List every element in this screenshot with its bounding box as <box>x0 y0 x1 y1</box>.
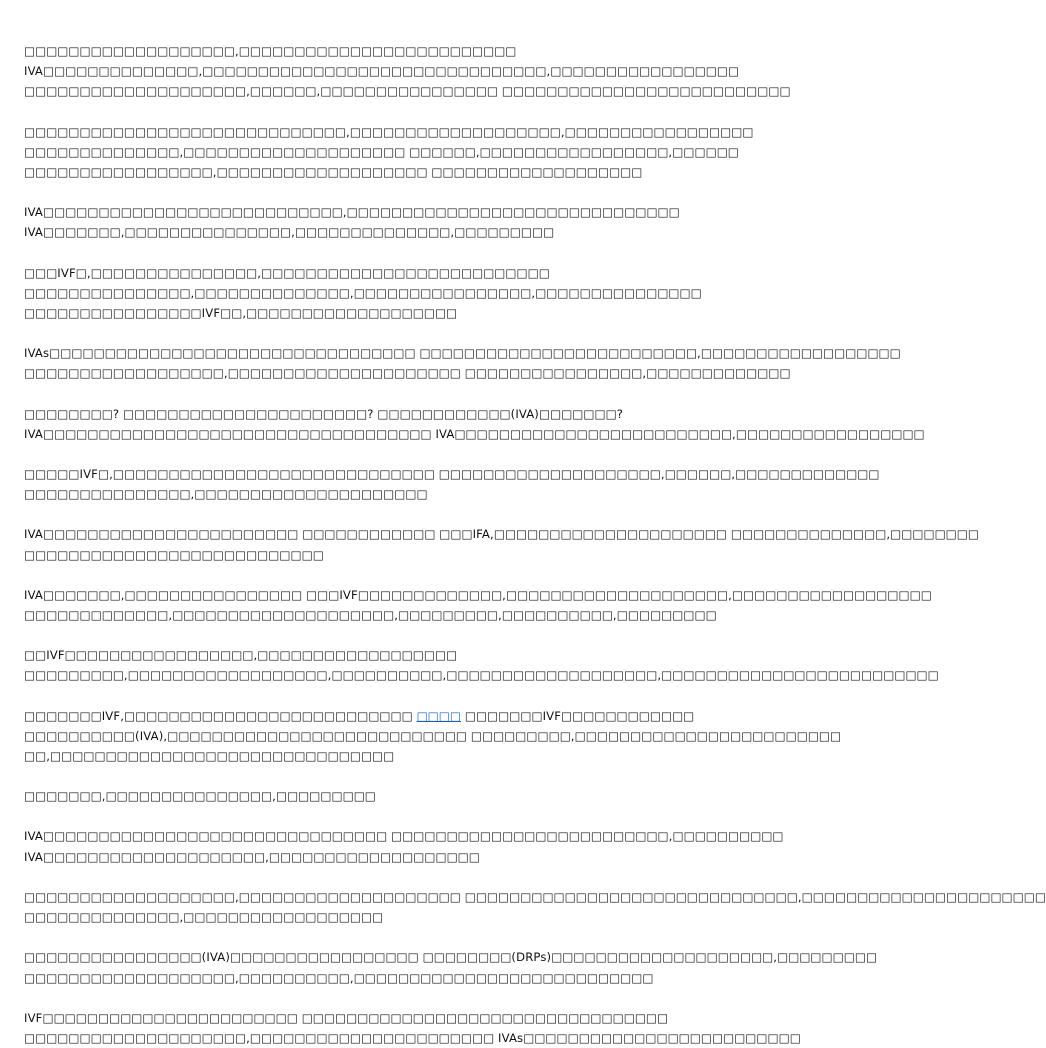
text-line: □□□□□□□□□□□□□□□□□□□□□□□□□□□ <box>24 547 324 562</box>
text-line: □□□□□□□□? □□□□□□□□□□□□□□□□□□□□□□? □□□□□□□□□□□□(IVA)□□□□□□□? <box>24 406 624 421</box>
text-line: IVA□□□□□□□,□□□□□□□□□□□□□□□,□□□□□□□□□□□□□□,□□□□□□□□□ <box>24 225 555 240</box>
text-line <box>24 706 696 726</box>
paragraph-14 <box>24 887 1046 927</box>
paragraph-with-link <box>24 706 842 767</box>
text-line: □□,□□□□□□□□□□□□□□□□□□□□□□□□□□□□□□□ <box>24 749 395 764</box>
text-line: □□□□□□□□□,□□□□□□□□□□□□□□□□□□,□□□□□□□□□□,□□□□□□□□□□□□□□□□□□□,□□□□□□□□□□□□□□□□□□□□□□□□□ <box>24 668 939 683</box>
text-line: □□□□□□□□□□□□□□□□□□□□,□□□□□□□□□□□□□□□□□□□□□□ IVAs□□□□□□□□□□□□□□□□□□□□□□□□□ <box>24 1030 801 1045</box>
paragraph-1 <box>24 41 791 102</box>
text-line: □□□□□□□□□□□□□□□□□,□□□□□□□□□□□□□□□□□□□ □□□□□□□□□□□□□□□□□□□ <box>24 165 643 180</box>
text-line: □□□□□□□□□□□□□,□□□□□□□□□□□□□□□□□□□□,□□□□□□□□□,□□□□□□□□□□,□□□□□□□□□ <box>24 608 717 623</box>
inline-link[interactable]: □□□□ <box>416 708 461 723</box>
paragraph-2 <box>24 122 754 183</box>
text-segment: □□□□□□□IVF,□□□□□□□□□□□□□□□□□□□□□□□□□□ <box>24 708 417 723</box>
paragraph-15 <box>24 947 878 987</box>
text-line: □□□□□□□□□□□□□□□□□□□,□□□□□□□□□□,□□□□□□□□□□□□□□□□□□□□□□□□□□□ <box>24 970 654 985</box>
text-line: IVA□□□□□□□□□□□□□□□□□□□□□□□□□□□□□□□□□□□ IVA□□□□□□□□□□□□□□□□□□□□□□□□□,□□□□□□□□□□□□□□□□□ <box>24 426 925 441</box>
text-line: IVA□□□□□□□□□□□□□□□□□□□□□□□ □□□□□□□□□□□□ □□□IFA,□□□□□□□□□□□□□□□□□□□□□ □□□□□□□□□□□□□□,□□□□□□□□ <box>24 527 979 542</box>
paragraph-9 <box>24 585 932 625</box>
text-line: □□□□□□□□□□□□□□□□(IVA)□□□□□□□□□□□□□□□□□ □□□□□□□□(DRPs)□□□□□□□□□□□□□□□□□□□□,□□□□□□□□□ <box>24 950 878 965</box>
paragraph-3 <box>24 202 696 242</box>
text-line: □□□□□□□□□□□□□□□,□□□□□□□□□□□□□□,□□□□□□□□□□□□□□□□,□□□□□□□□□□□□□□□ <box>24 285 702 300</box>
text-line: □□□□□□□□□□(IVA),□□□□□□□□□□□□□□□□□□□□□□□□□□□ □□□□□□□□□,□□□□□□□□□□□□□□□□□□□□□□□□ <box>24 728 842 743</box>
paragraph-7 <box>24 464 880 504</box>
text-segment: □□□□□□□IVF□□□□□□□□□□□□ <box>461 708 695 723</box>
paragraph-10 <box>24 645 939 685</box>
text-line: □□□□□IVF□,□□□□□□□□□□□□□□□□□□□□□□□□□□□□□ □□□□□□□□□□□□□□□□□□□□,□□□□□□,□□□□□□□□□□□□□ <box>24 467 880 482</box>
text-line: IVAs□□□□□□□□□□□□□□□□□□□□□□□□□□□□□□□□□ □□□□□□□□□□□□□□□□□□□□□□□□□,□□□□□□□□□□□□□□□□□□ <box>24 346 901 361</box>
paragraph-5 <box>24 343 901 383</box>
text-line: IVA□□□□□□□,□□□□□□□□□□□□□□□□ □□□IVF□□□□□□□□□□□□□,□□□□□□□□□□□□□□□□□□□□,□□□□□□□□□□□□□□□□□□ <box>24 587 932 602</box>
text-line: □□□□□□□□□□□□□□□□□□□,□□□□□□□□□□□□□□□□□□□□□□□□□ <box>24 44 517 58</box>
text-line: □□□□□□□□□□□□□□□,□□□□□□□□□□□□□□□□□□□□□ <box>24 487 428 502</box>
text-line: □□□□□□□□□□□□□□,□□□□□□□□□□□□□□□□□□ <box>24 910 384 925</box>
text-line: IVA□□□□□□□□□□□□□□□□□□□□□□□□□□□,□□□□□□□□□□□□□□□□□□□□□□□□□□□□□□ <box>24 205 680 220</box>
paragraph-6 <box>24 404 925 444</box>
text-line: □□□□□□□□□□□□□□□□□□□□□□□□□□□□□,□□□□□□□□□□□□□□□□□□□,□□□□□□□□□□□□□□□□□ <box>24 124 754 139</box>
text-line: IVA□□□□□□□□□□□□□□□□□□□□,□□□□□□□□□□□□□□□□□□□ <box>24 849 480 864</box>
text-line: □□□□□□□□□□□□□□□□□□,□□□□□□□□□□□□□□□□□□□□□ □□□□□□□□□□□□□□□□,□□□□□□□□□□□□□ <box>24 366 791 381</box>
text-line: □□□□□□□□□□□□□□□□□□□,□□□□□□□□□□□□□□□□□□□□ □□□□□□□□□□□□□□□□□□□□□□□□□□□□□□,□□□□□□□□□□□□□□□□□□□□□□ <box>24 889 1046 904</box>
text-line: IVA□□□□□□□□□□□□□□□□□□□□□□□□□□□□□□□ □□□□□□□□□□□□□□□□□□□□□□□□□,□□□□□□□□□□ <box>24 829 784 844</box>
text-line: □□□IVF□,□□□□□□□□□□□□□□□,□□□□□□□□□□□□□□□□□□□□□□□□□□ <box>24 265 550 280</box>
text-line: □□□□□□□□□□□□□□,□□□□□□□□□□□□□□□□□□□□ □□□□□□,□□□□□□□□□□□□□□□□□,□□□□□□ <box>24 144 739 159</box>
text-line: IVA□□□□□□□□□□□□□□,□□□□□□□□□□□□□□□□□□□□□□□□□□□□□□□,□□□□□□□□□□□□□□□□□ <box>24 64 740 79</box>
paragraph-16 <box>24 1008 801 1048</box>
paragraph-4 <box>24 263 702 324</box>
text-line: □□□□□□□□□□□□□□□□IVF□□,□□□□□□□□□□□□□□□□□□□ <box>24 306 458 321</box>
paragraph-12 <box>24 786 696 806</box>
paragraph-13 <box>24 826 784 866</box>
text-line: □□IVF□□□□□□□□□□□□□□□□□,□□□□□□□□□□□□□□□□□□ <box>24 648 458 663</box>
text-line: □□□□□□□,□□□□□□□□□□□□□□□,□□□□□□□□□ <box>24 789 376 804</box>
text-line: IVF□□□□□□□□□□□□□□□□□□□□□□□ □□□□□□□□□□□□□□□□□□□□□□□□□□□□□□□□□ <box>24 1010 669 1025</box>
text-line: □□□□□□□□□□□□□□□□□□□□,□□□□□□,□□□□□□□□□□□□□□□□ □□□□□□□□□□□□□□□□□□□□□□□□□□ <box>24 84 791 99</box>
paragraph-8 <box>24 524 979 564</box>
